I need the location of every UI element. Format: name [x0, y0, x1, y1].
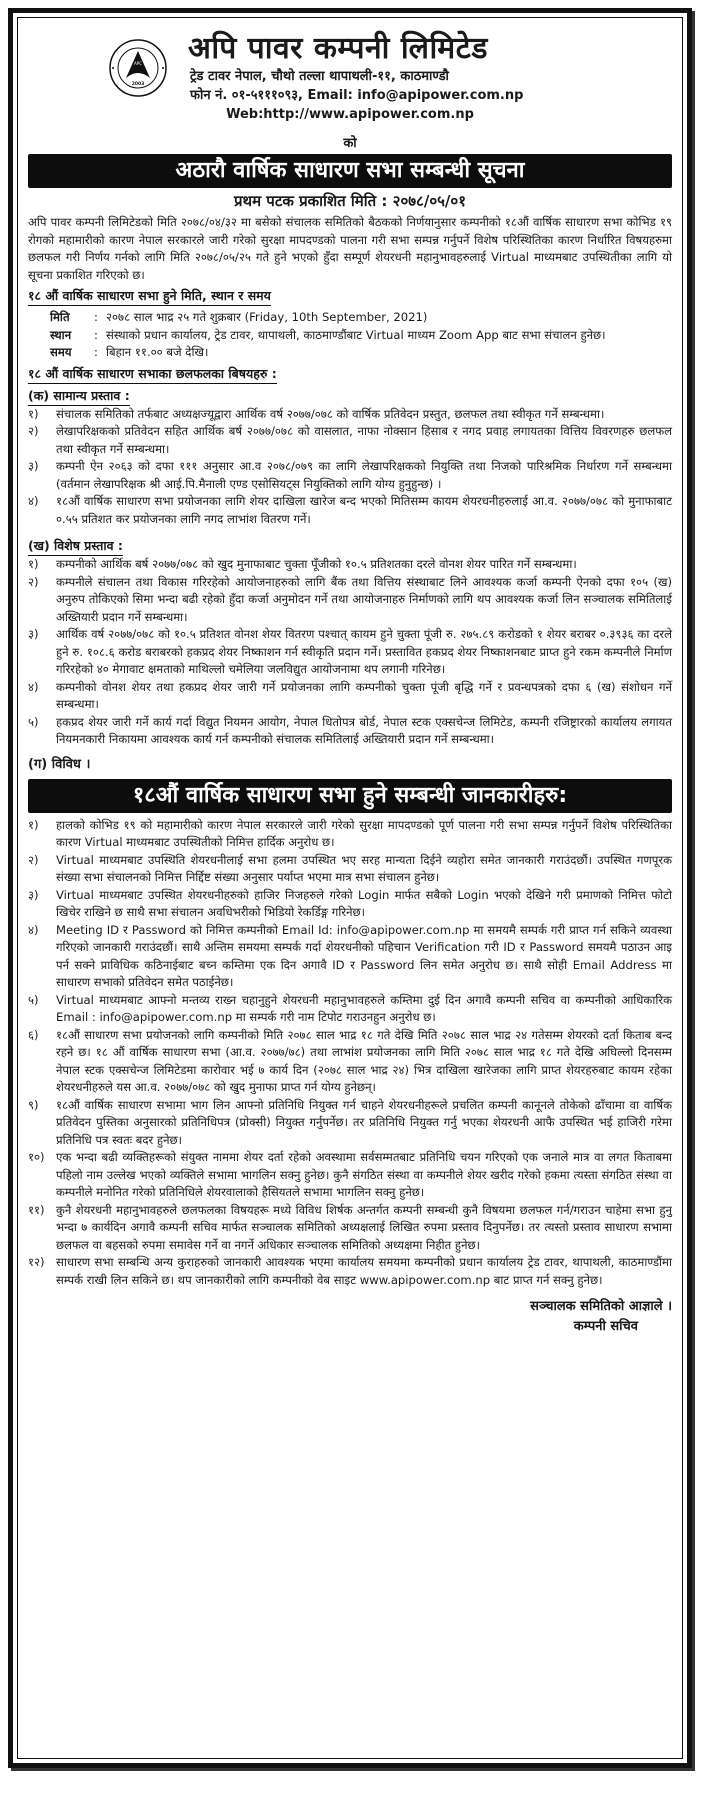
- item-text: कुनै शेयरधनी महानुभावहरुले छलफलका विषयहरू मध्ये विविध शिर्षक अन्तर्गत कम्पनी सम्बन्धी कुनै विषयमा छलफल गर्न/गराउन चाहेमा सभा हुनु भन्दा ७ कार्यदिन अगावै कम्पनी सचिव मार्फत सञ्चालक समितिको अध्यक्षलाई लिखित रुपमा प्रस्ताव दिनुपर्नेछ। तर त्यस्तो प्रस्ताव साधारण सभामा छलफल वा बहसको रुपमा समावेस गर्ने वा नगर्ने अधिकार सञ्चालक समितिको अध्यक्षमा निहीत हुनेछ।: [56, 1202, 672, 1252]
- meeting-time-value: बिहान ११.०० बजे देखि।: [106, 345, 209, 359]
- info-list: [28, 817, 672, 1290]
- svg-text:2003: 2003: [131, 82, 145, 87]
- info-item: [28, 1097, 672, 1150]
- agenda-heading: १८ औं वार्षिक साधारण सभाका छलफलका बिषयहरु :: [28, 364, 277, 384]
- company-logo-icon: [108, 38, 168, 98]
- item-number: १२): [28, 1255, 45, 1269]
- meeting-venue-label: स्थान: [50, 327, 72, 342]
- item-number: १०): [28, 1150, 45, 1164]
- item-number: १): [28, 817, 39, 832]
- item-number: ५): [28, 714, 39, 729]
- signature-authority: सञ्चालक समितिको आज्ञाले ।: [530, 1299, 672, 1314]
- info-item: [28, 1254, 672, 1289]
- meeting-date-label: मिति: [50, 310, 70, 324]
- special-proposal-item: [28, 556, 672, 574]
- meeting-venue-value: संस्थाको प्रधान कार्यालय, ट्रेड टावर, थापाथली, काठमाण्डौंबाट Virtual माध्यम Zoom App बाट सभा संचालन हुनेछ।: [106, 327, 606, 342]
- item-text: कम्पनी ऐन २०६३ को दफा १११ अनुसार आ.व २०७८/०७९ का लागि लेखापरिक्षकको नियुक्ति तथा निजको पारिश्रमिक निर्धारण गर्ने सम्बन्धमा (वर्तमान लेखापरिक्षक श्री आई.पि.मैनाली एण्ड एसोसियट्स नियुक्तिको लागि योग्य हुनुहुन्छ) ।: [56, 459, 672, 491]
- colon: :: [94, 327, 98, 342]
- item-text: एक भन्दा बढी व्यक्तिहरूको संयुक्त नाममा शेयर दर्ता रहेको अवस्थामा सर्वसम्मतबाट प्रतिनिधि चयन गरिएको एक जनाले मात्र वा लगत किताबमा पहिलो नाम उल्लेख भएको व्यक्तिले सभामा भागलिन सक्नु हुनेछ। कुनै संगठित संस्था वा कम्पनीले शेयर खरीद गरेको हकमा त्यस्ता संगठित संस्था वा कम्पनीले मनोनित गरेको प्रतिनिधिले शेयरवालाको हैसियतले सभामा भागलिन सक्नु हुनेछ।: [56, 1150, 672, 1199]
- company-website: Web:http://www.apipower.com.np: [226, 107, 474, 122]
- company-address: ट्रेड टावर नेपाल, चौथो तल्ला थापाथली-११, काठमाण्डौ: [190, 69, 449, 84]
- info-section-title: १८औं वार्षिक साधारण सभा हुने सम्बन्धी जानकारीहरु:: [28, 779, 672, 813]
- info-item: [28, 852, 672, 887]
- meeting-venue-row: [50, 327, 672, 345]
- general-proposals-heading: (क) सामान्य प्रस्ताव :: [28, 386, 130, 406]
- item-text: Virtual माध्यमबाट उपस्थित शेयरधनीहरुको हाजिर निजहरुले गरेको Login मार्फत सबैको Login भएको देखिने गरी प्रमाणको निमित्त फोटो खिचेर राखिने छ साथै सभा संचालन अवधिभरीको भिडियो रेकर्डिङ्ग गरिनेछ।: [56, 887, 672, 919]
- info-item: [28, 992, 672, 1027]
- possessive-marker: को: [343, 136, 357, 151]
- meeting-time-row: [50, 344, 672, 362]
- item-text: कम्पनीको वोनश शेयर तथा हकप्रद शेयर जारी गर्ने प्रयोजनका लागि कम्पनीको चुक्ता पूंजी बृद्धि गर्ने र प्रवन्धपत्रको दफा ६ (ख) संशोधन गर्ने सम्बन्धमा।: [56, 679, 672, 711]
- item-number: ६): [28, 1027, 39, 1042]
- special-proposal-item: [28, 574, 672, 627]
- item-number: ४): [28, 922, 39, 937]
- item-number: १): [28, 406, 39, 421]
- meeting-details-heading: १८ औं वार्षिक साधारण सभा हुने मिति, स्थान र समय: [28, 286, 271, 306]
- item-text: Virtual माध्यमबाट उपस्थिति शेयरधनीलाई सभा हलमा उपस्थित भए सरह मान्यता दिईने व्यहोरा समेत जानकारी गराउंदछौं। उपस्थित गणपूरक संख्या सभा संचालनको निमित्त निर्द्दिष्ट संख्या अनुसार पर्याप्त भएमा मात्र सभा संचालन हुनेछ।: [56, 852, 672, 884]
- intro-paragraph: अपि पावर कम्पनी लिमिटेडको मिति २०७८/०४/३२ मा बसेको संचालक समितिको बैठकको निर्णयानुसार कम्पनीको १८औं वार्षिक साधारण सभा कोभिड १९ रोगको महामारीको कारण नेपाल सरकारले जारी गरेको सुरक्षा मापदण्डको पालना गरी सभा सम्पन्न गर्नुपर्ने विशेष परिस्थितिका कारण निर्धारित विषयहरुमा छलफल गरी निर्णय गर्नको लागि मिति २०७८/०५/२५ गते हुने भएको हुँदा सम्पूर्ण शेयरधनी महानुभावहरुलाई Virtual माध्यमबाट उपस्थितीका लागि यो सूचना प्रकाशित गरिएको छ।: [28, 215, 672, 282]
- signature-title: कम्पनी सचिव: [573, 1319, 638, 1334]
- item-number: ९): [28, 1097, 39, 1112]
- item-text: Virtual माध्यमबाट आफ्नो मन्तव्य राख्न चहानुहुने शेयरधनी महानुभावहरुले कम्तिमा दुई दिन अगावै कम्पनी सचिव वा कम्पनीको आधिकारिक Email : info@apipower.com.np मा सम्पर्क गरी नाम टिपोट गराउनहुन अनुरोध छ।: [56, 992, 672, 1024]
- published-date: प्रथम पटक प्रकाशित मिति : २०७८/०५/०१: [233, 192, 467, 210]
- item-text: कम्पनीले संचालन तथा विकास गरिरहेको आयोजनाहरुको लागि बैंक तथा वित्तिय संस्थाबाट लिने आवश्यक कर्जा कम्पनी ऐनको दफा १०५ (ख) अनुरुप तोकिएको सिमा भन्दा बढी रहेको हुँदा कर्जा अनुमोदन गर्ने तथा आयोजनाहरु निर्माणको लागि थप आवश्यक कर्जा लिन सञ्चालक समितिलाई अख्तियारी प्रदान गर्ने सम्बन्धमा।: [56, 574, 672, 624]
- misc-heading: (ग) विविध ।: [28, 756, 91, 772]
- info-item: [28, 1027, 672, 1097]
- general-proposal-item: [28, 406, 672, 424]
- info-item: [28, 1202, 672, 1255]
- item-text: १८औं वार्षिक साधारण सभा प्रयोजनका लागि शेयर दाखिला खारेज बन्द भएको मितिसम्म कायम शेयरधनीहरुलाई आ.व. २०७७/०७८ को मुनाफाबाट ०.५५ प्रतिशत कर प्रयोजनका लागि नगद लाभांश वितरण गर्ने।: [56, 494, 672, 526]
- info-item: [28, 1149, 672, 1202]
- item-number: ३): [28, 887, 39, 902]
- general-proposal-item: [28, 493, 672, 528]
- notice-frame: [8, 8, 692, 1768]
- special-proposals-list: [28, 556, 672, 749]
- colon: :: [94, 345, 98, 359]
- info-item: [28, 887, 672, 922]
- item-number: ३): [28, 459, 39, 473]
- meeting-time-label: समय: [50, 345, 72, 359]
- spacer: [28, 528, 672, 534]
- special-proposals-heading: (ख) विशेष प्रस्ताव :: [28, 536, 123, 556]
- item-number: २): [28, 574, 39, 589]
- item-text: हकप्रद शेयर जारी गर्ने कार्य गर्दा विद्युत नियमन आयोग, नेपाल धितोपत्र बोर्ड, नेपाल स्टक एक्सचेन्ज लिमिटेड, कम्पनी रजिष्ट्रारको कार्यालय लगायत नियमनकारी निकायमा आवश्यक कार्य गर्न कम्पनीको संचालक समितिलाई अख्तियारी प्रदान गर्ने सम्बन्धमा।: [56, 714, 672, 746]
- item-number: ४): [28, 679, 39, 694]
- info-item: [28, 922, 672, 992]
- svg-text:APC: APC: [134, 61, 142, 66]
- item-number: १): [28, 557, 39, 571]
- colon: :: [94, 310, 98, 324]
- special-proposal-item: [28, 679, 672, 714]
- meeting-date-value: २०७८ साल भाद्र २५ गते शुक्रबार (Friday, 10th September, 2021): [106, 310, 428, 324]
- item-text: संचालक समितिको तर्फबाट अध्यक्षज्यूद्वारा आर्थिक वर्ष २०७७/०७८ को वार्षिक प्रतिवेदन प्रस्तुत, छलफल तथा स्वीकृत गर्ने सम्बन्धमा।: [56, 406, 605, 421]
- general-proposals-list: [28, 406, 672, 529]
- notice-inner-border: [17, 17, 683, 1759]
- item-text: Meeting ID र Password को निमित्त कम्पनीको Email Id: info@apipower.com.np मा समयमै सम्पर्क गरी प्राप्त गर्न सकिने व्यवस्था गरिएको जानकारी गराउंदछौं। साथै अन्तिम समयमा सम्पर्क गर्दा शेयरधनीको पहिचान Verification गरी ID र Password समयमै पठाउन आइ पर्न सक्ने प्राविधिक कठिनाईबाट बच्न कम्तिमा एक दिन अगावै ID र Password लिन समेत अनुरोध छ। साथै सोही Email Address मा साधारण सभाको प्रतिवेदन समेत पठाईनेछ।: [56, 922, 672, 989]
- item-text: लेखापरिक्षकको प्रतिवेदन सहित आर्थिक बर्ष २०७७/०७८ को वासलात, नाफा नोक्सान हिसाब र नगद प्रवाह लगायतका वित्तिय विवरणहरु छलफल तथा स्वीकृत गर्ने सम्बन्धमा।: [56, 424, 672, 456]
- item-text: आर्थिक वर्ष २०७७/०७८ को १०.५ प्रतिशत वोनश शेयर वितरण पश्चात् कायम हुने चुक्ता पूंजी रु. २७५.८९ करोडको १ शेयर बराबर ०.३९३६ का दरले हुने रु. १०८.६ करोड बराबरको हकप्रद शेयर निष्काशन गर्न स्वीकृति प्रदान गर्ने। प्रस्तावित हकप्रद शेयर निष्काशनबाट प्राप्त हुने रकम कम्पनीले निर्माण गरिरहेको ४० मेगावाट क्षमताको माथिल्लो चमेलिया जलविद्युत आयोजनामा थप लगानी गरिनेछ।: [56, 627, 672, 676]
- item-number: ५): [28, 992, 39, 1007]
- item-text: हालको कोभिड १९ को महामारीको कारण नेपाल सरकारले जारी गरेको सुरक्षा मापदण्डको पूर्ण पालना गरी सभा सम्पन्न गर्नुपर्ने विशेष परिस्थितिका कारण Virtual माध्यमबाट उपस्थितीको निमित्त हार्दिक अनुरोध छ।: [56, 817, 672, 849]
- item-text: साधारण सभा सम्बन्धि अन्य कुराहरुको जानकारी आवश्यक भएमा कार्यालय समयमा कम्पनीको प्रधान कार्यालय ट्रेड टावर, थापाथली, काठमाण्डौंमा सम्पर्क राखी लिन सकिने छ। थप जानकारीको लागि कम्पनीको वेब साइट www.apipower.com.np बाट प्राप्त गर्न सक्नु हुनेछ।: [56, 1255, 672, 1287]
- item-text: कम्पनीको आर्थिक बर्ष २०७७/०७८ को खुद मुनाफाबाट चुक्ता पूँजीको १०.५ प्रतिशतका दरले वोनश शेयर पारित गर्ने सम्बन्धमा।: [56, 557, 577, 571]
- company-contact: फोन नं. ०१-५१११०९३, Email: info@apipower.com.np: [190, 88, 524, 103]
- meeting-date-row: [50, 309, 672, 327]
- general-proposal-item: [28, 458, 672, 493]
- info-item: [28, 817, 672, 852]
- item-text: १८औं साधारण सभा प्रयोजनको लागि कम्पनीको मिति २०७८ साल भाद्र १८ गते देखि मिति २०७८ साल भाद्र २४ गतेसम्म शेयरको दर्ता किताब बन्द रहने छ। १८ औं वार्षिक साधारण सभा (आ.व. २०७७/७८) तथा लाभांश प्रयोजनका लागि मिति २०७८ साल भाद्र १८ गते देखि अघिल्लो दिनसम्म नेपाल स्टक एक्सचेन्ज लिमिटेडमा कारोवार भई ७ कार्य दिन (२०७८ साल भाद्र २४) भित्र दाखिला खारेजका लागि प्राप्त शेयरहरुबाट कायम रहेका शेयरधनीहरुले यस आ.व. २०७७/०७८ को खुद मुनाफा प्राप्त गर्न योग्य हुनेछन्।: [56, 1027, 672, 1094]
- item-number: ११): [28, 1202, 45, 1217]
- item-number: ४): [28, 494, 39, 508]
- item-text: १८औं वार्षिक साधारण सभामा भाग लिन आफ्नो प्रतिनिधि नियुक्त गर्न चाहने शेयरधनीहरूले प्रचलित कम्पनी कानूनले तोकेको ढाँचामा वा वार्षिक प्रतिवेदन पुस्तिका अनुसारको प्रतिनिधिपत्र (प्रोक्सी) नियुक्त गर्नुपर्नेछ। तर प्रतिनिधि नियुक्त गर्नु भएका शेयरधनी आफै उपस्थित भई हाजिरी गरेमा प्रतिनिधि पत्र स्वतः बदर हुनेछ।: [56, 1097, 672, 1147]
- special-proposal-item: [28, 626, 672, 679]
- item-number: २): [28, 424, 39, 438]
- special-proposal-item: [28, 714, 672, 749]
- item-number: ३): [28, 627, 39, 641]
- general-proposal-item: [28, 423, 672, 458]
- notice-title: अठारौ वार्षिक साधारण सभा सम्बन्धी सूचना: [28, 154, 672, 188]
- letterhead: [28, 18, 672, 136]
- company-name: अपि पावर कम्पनी लिमिटेड: [188, 31, 488, 66]
- item-number: २): [28, 852, 39, 867]
